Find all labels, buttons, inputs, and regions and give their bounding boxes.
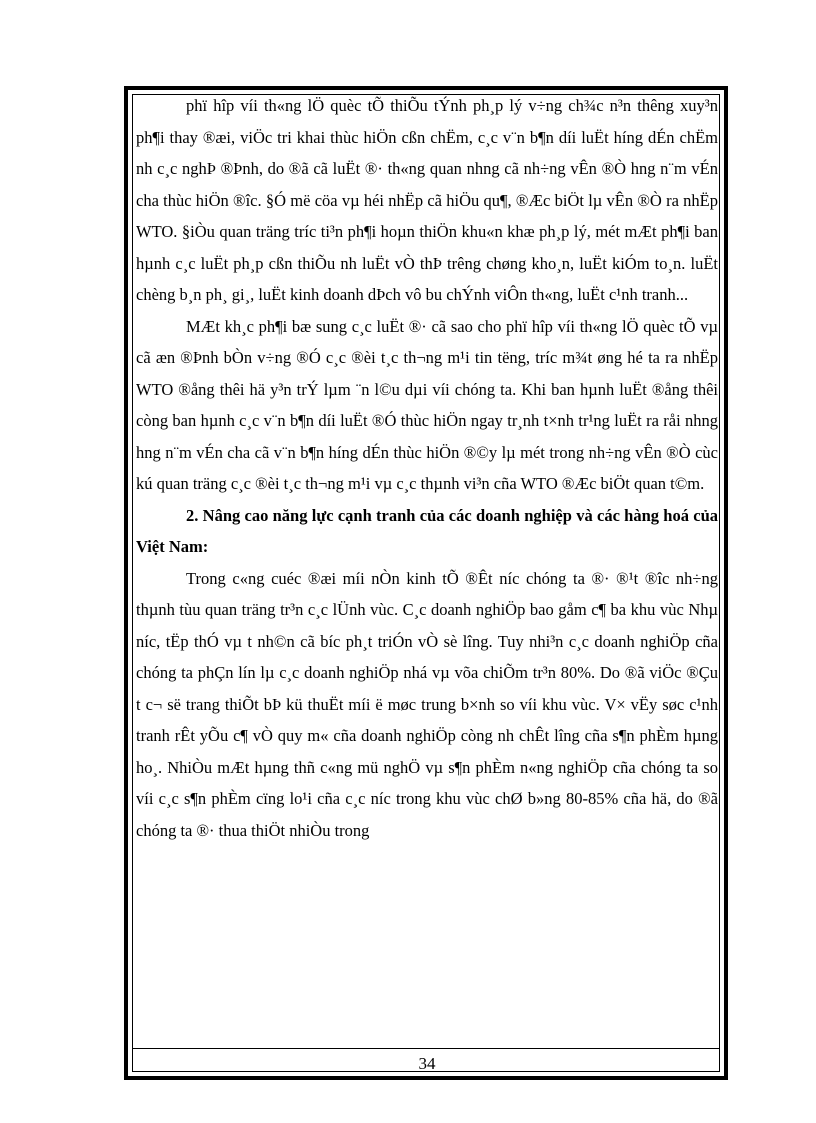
footer-divider <box>132 1048 720 1049</box>
section-heading: 2. Nâng cao năng lực cạnh tranh của các doanh nghiệp và các hàng hoá của Việt Nam: <box>136 505 718 556</box>
page-content <box>136 90 718 846</box>
paragraph-2: MÆt kh¸c ph¶i bæ sung c¸c luËt ®· cã sao cho phï hîp víi th«ng lÖ quèc tÕ vµ cã æn ®Þnh bÒn v÷ng ®Ó c¸c ®èi t¸c th¬ng m¹i tin tëng, tríc m¾t øng hé ta ra nhËp WTO ®ång thêi hä y³n trÝ lµm ¨n l©u dµi víi chóng ta. Khi ban hµnh luËt ®ång thêi còng ban hµnh c¸c v¨n b¶n díi luËt ®Ó thùc hiÖn ngay tr¸nh t×nh tr¹ng luËt ra råi nhng hng n¨m vÉn cha cã v¨n b¶n híng dÉn thùc hiÖn ®©y lµ mét trong nh÷ng vÊn ®Ò cùc kú quan träng c¸c ®èi t¸c th¬ng m¹i vµ c¸c thµnh vi³n cña WTO ®Æc biÖt quan t©m. <box>136 316 718 493</box>
paragraph-3: Trong c«ng cuéc ®æi míi nÒn kinh tÕ ®Êt níc chóng ta ®· ®¹t ®îc nh÷ng thµnh tùu quan träng tr³n c¸c lÜnh vùc. C¸c doanh nghiÖp bao gåm c¶ ba khu vùc Nhµ níc, tËp thÓ vµ t nh©n cã bíc ph¸t triÓn vÒ sè lîng. Tuy nhi³n c¸c doanh nghiÖp cña chóng ta phÇn lín lµ c¸c doanh nghiÖp nhá vµ võa chiÕm tr³n 80%. Do ®ã viÖc ®Çu t c¬ së trang thiÕt bÞ kü thuËt míi ë møc trung b×nh so víi khu vùc. V× vËy søc c¹nh tranh rÊt yÕu c¶ vÒ quy m« cña doanh nghiÖp còng nh chÊt lîng cña s¶n phÈm hµng ho¸. NhiÒu mÆt hµng thñ c«ng mü nghÖ vµ s¶n phÈm n«ng nghiÖp cña chóng ta so víi c¸c s¶n phÈm cïng lo¹i cña c¸c níc trong khu vùc chØ b»ng 80-85% cña hä, do ®ã chóng ta ®· thua thiÖt nhiÒu trong <box>136 568 718 840</box>
paragraph-1: phï hîp víi th«ng lÖ quèc tÕ thiÕu tÝnh ph¸p lý v÷ng ch¾c n³n thêng xuy³n ph¶i thay ®æi, viÖc tri khai thùc hiÖn cßn chËm, c¸c v¨n b¶n díi luËt híng dÉn chËm nh c¸c nghÞ ®Þnh, do ®ã cã luËt ®· th«ng quan nhng cã nh÷ng vÊn ®Ò hng n¨m vÉn cha thùc hiÖn ®îc. §Ó më cöa vµ héi nhËp cã hiÖu qu¶, ®Æc biÖt lµ vÊn ®Ò ra nhËp WTO. §iÒu quan träng tríc ti³n ph¶i hoµn thiÖn khu«n khæ ph¸p lý, mét mÆt ph¶i ban hµnh c¸c luËt ph¸p cßn thiÕu nh luËt vÒ thÞ trêng chøng kho¸n, luËt kiÓm to¸n. luËt chèng b¸n ph¸ gi¸, luËt kinh doanh dÞch vô bu chÝnh viÔn th«ng, luËt c¹nh tranh... <box>136 96 718 304</box>
page-number: 34 <box>418 1054 436 1073</box>
